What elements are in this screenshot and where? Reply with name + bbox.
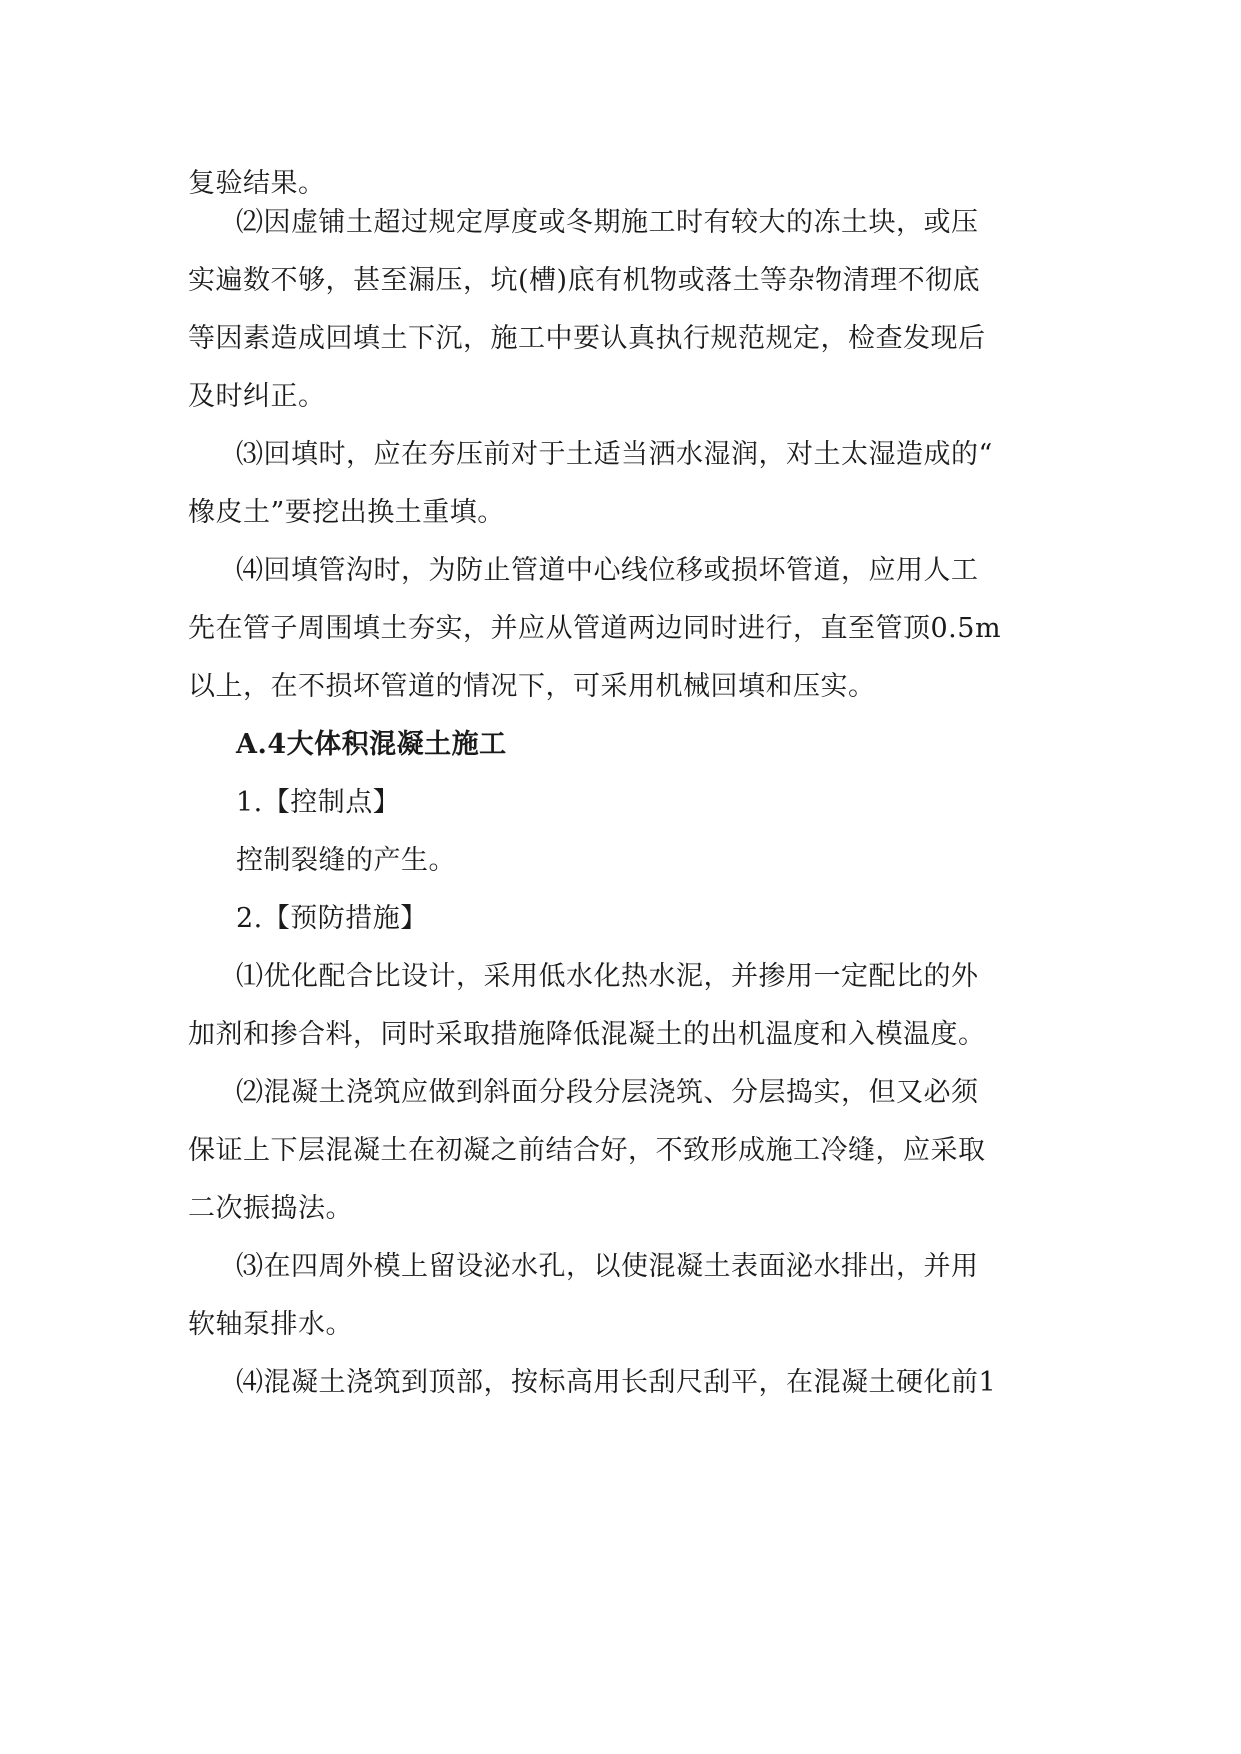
text-line: ⑵混凝土浇筑应做到斜面分段分层浇筑、分层捣实，但又必须 [236, 1077, 979, 1108]
text-line: ⑵因虚铺土超过规定厚度或冬期施工时有较大的冻土块，或压 [236, 207, 979, 238]
subsection-heading: 2.【预防措施】 [236, 903, 428, 934]
text-line: ⑷混凝土浇筑到顶部，按标高用长刮尺刮平，在混凝土硬化前1 [236, 1367, 997, 1398]
section-heading: A.4大体积混凝土施工 [236, 729, 507, 760]
text-line: 等因素造成回填土下沉，施工中要认真执行规范规定，检查发现后 [188, 323, 986, 354]
text-line: ⑶回填时，应在夯压前对于土适当洒水湿润，对土太湿造成的“ [236, 439, 993, 470]
text-line: 控制裂缝的产生。 [236, 845, 456, 876]
text-line: 加剂和掺合料，同时采取措施降低混凝土的出机温度和入模温度。 [188, 1019, 986, 1050]
text-line: 二次振捣法。 [188, 1193, 353, 1224]
text-line: 先在管子周围填土夯实，并应从管道两边同时进行，直至管顶0.5m [188, 613, 1002, 644]
text-line: ⑴优化配合比设计，采用低水化热水泥，并掺用一定配比的外 [236, 961, 979, 992]
text-line: ⑷回填管沟时，为防止管道中心线位移或损坏管道，应用人工 [236, 555, 979, 586]
subsection-heading: 1.【控制点】 [236, 787, 401, 818]
text-line: 以上，在不损坏管道的情况下，可采用机械回填和压实。 [188, 671, 876, 702]
text-line: 复验结果。 [188, 168, 326, 199]
text-line: 软轴泵排水。 [188, 1309, 353, 1340]
text-line: 实遍数不够，甚至漏压，坑(槽)底有机物或落土等杂物清理不彻底 [188, 265, 981, 296]
text-line: 保证上下层混凝土在初凝之前结合好，不致形成施工冷缝，应采取 [188, 1135, 986, 1166]
text-line: 及时纠正。 [188, 381, 326, 412]
text-line: ⑶在四周外模上留设泌水孔，以使混凝土表面泌水排出，并用 [236, 1251, 979, 1282]
text-line: 橡皮土”要挖出换土重填。 [188, 497, 505, 528]
